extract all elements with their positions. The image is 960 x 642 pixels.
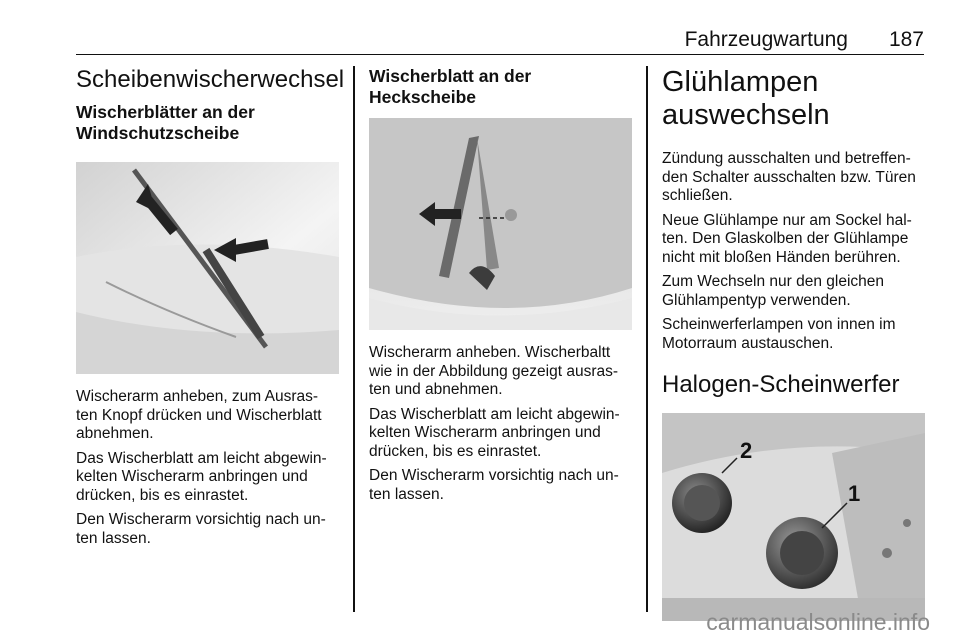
paragraph: Neue Glühlampe nur am Sockel hal-ten. Den Glaskolben der Glühlampe nicht mit bloßen Händen berühren. (662, 211, 912, 266)
paragraph: Zündung ausschalten und betreffen-den Schalter ausschalten bzw. Türen schließen. (662, 150, 916, 204)
callout-label-1: 1 (848, 481, 861, 506)
page-header (76, 26, 924, 55)
paragraph: Den Wischerarm vorsichtig nach un-ten lassen. (76, 511, 326, 547)
subtitle-rear-wiper: Wischerblatt an der Heckscheibe (369, 66, 532, 107)
page-number: 187 (888, 28, 924, 51)
windshield-wiper-figure (76, 162, 339, 374)
paragraph: Zum Wechseln nur den gleichen Glühlampentyp verwenden. (662, 273, 885, 309)
section-title-bulb-replacement: Glühlampen auswechseln (662, 66, 830, 131)
paragraph: Das Wischerblatt am leicht abgewin-kelten Wischerarm anbringen und drücken, bis es einrastet. (369, 405, 620, 460)
column-divider (353, 66, 355, 612)
callout-label-2: 2 (740, 438, 753, 463)
paragraph: Den Wischerarm vorsichtig nach un-ten lassen. (369, 467, 619, 503)
halogen-headlight-figure (662, 413, 925, 621)
rear-wiper-figure (369, 118, 632, 330)
subtitle-windshield-wiper: Wischerblätter an der Windschutzscheibe (76, 102, 255, 143)
column-divider (646, 66, 648, 612)
column-rear-wiper (369, 66, 632, 510)
paragraph: Wischerarm anheben. Wischerbaltt wie in der Abbildung gezeigt ausras-ten und abnehmen. (369, 344, 619, 398)
section-title-wiper-change: Scheibenwischerwechsel (76, 66, 345, 93)
paragraph: Das Wischerblatt am leicht abgewin-kelten Wischerarm anbringen und drücken, bis es einrastet. (76, 449, 327, 504)
watermark: carmanualsonline.info (706, 609, 930, 635)
column-windshield-wiper (76, 66, 345, 554)
header-title: Fahrzeugwartung (684, 28, 848, 51)
section-title-halogen-headlight: Halogen-Scheinwerfer (662, 371, 900, 398)
paragraph: Wischerarm anheben, zum Ausras-ten Knopf drücken und Wischerblatt abnehmen. (76, 388, 322, 442)
paragraph: Scheinwerferlampen von innen im Motorraum austauschen. (662, 316, 896, 352)
column-bulb-replacement (662, 66, 925, 621)
